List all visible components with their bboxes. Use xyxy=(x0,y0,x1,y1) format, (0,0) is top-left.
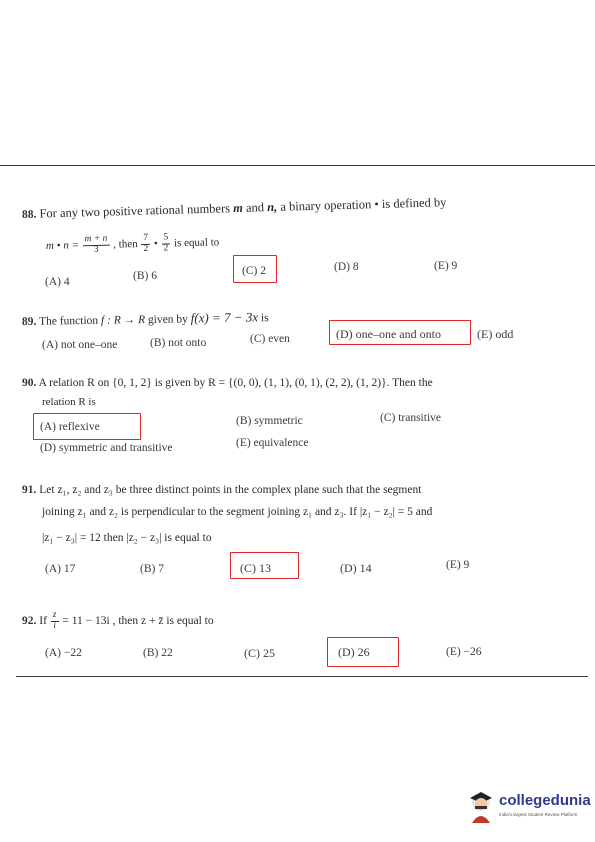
q91-answer-highlight xyxy=(230,552,299,579)
q89-option-b: (B) not onto xyxy=(150,337,207,349)
q88-f1-den: 2 xyxy=(143,243,149,254)
q88-stem: For any two positive rational numbers xyxy=(39,201,231,221)
q92-option-e: (E) −26 xyxy=(446,646,482,658)
q92-frac-den: i xyxy=(53,620,56,631)
collegedunia-logo xyxy=(466,789,591,827)
q89-answer-highlight xyxy=(329,320,471,345)
q92-option-d: (D) 26 xyxy=(338,645,370,659)
q88-f1-num: 7 xyxy=(141,234,150,245)
q89-expr: f(x) = 7 − 3x xyxy=(190,309,259,326)
q92-option-a: (A) −22 xyxy=(45,647,82,659)
q89-option-c: (C) even xyxy=(250,333,290,345)
q88-number: 88. xyxy=(21,208,37,221)
q88-line2 xyxy=(46,232,220,257)
q88-def-lhs: m • n = xyxy=(45,239,80,252)
q92-if: If xyxy=(39,615,47,628)
q92-answer-highlight xyxy=(327,637,399,667)
q89-number: 89. xyxy=(21,315,37,328)
q89-option-a: (A) not one–one xyxy=(42,339,118,351)
brand-tagline: India's largest Student Review Platform xyxy=(499,812,578,817)
q90-option-d: (D) symmetric and transitive xyxy=(40,442,173,454)
q92-line1 xyxy=(22,611,214,632)
q90-text-line1: A relation R on {0, 1, 2} is given by R = {(0, 0), (1, 1), (0, 1), (2, 2), (1, 2)}. Then the xyxy=(38,377,433,389)
q90-option-e: (E) equivalence xyxy=(236,437,309,449)
q90-option-a: (A) reflexive xyxy=(40,421,100,433)
q89-option-d: (D) one–one and onto xyxy=(336,327,441,341)
q89-is: is xyxy=(260,312,269,325)
q88-option-d: (D) 8 xyxy=(334,261,359,273)
q91-option-a: (A) 17 xyxy=(45,563,76,575)
q88-def-den: 3 xyxy=(93,244,99,255)
q88-fraction-1 xyxy=(141,234,150,255)
q89-stem: The function xyxy=(38,314,99,328)
bottom-rule xyxy=(16,676,588,677)
q90-number: 90. xyxy=(22,377,37,389)
q88-option-e: (E) 9 xyxy=(434,260,458,272)
q91-option-c: (C) 13 xyxy=(240,561,271,575)
q91-line3 xyxy=(42,533,212,545)
q90-option-b: (B) symmetric xyxy=(236,415,303,427)
q88-and: and xyxy=(245,200,265,215)
q88-rest: a binary operation • is defined by xyxy=(280,195,447,214)
q91-text-line3: |z₁ − z₃| = 12 then |z₂ − z₃| is equal to xyxy=(42,532,212,544)
q88-option-c: (C) 2 xyxy=(242,265,266,277)
q91-line1 xyxy=(22,485,421,497)
q88-dot: • xyxy=(153,237,158,250)
q88-then: , then xyxy=(113,238,138,251)
q91-option-d: (D) 14 xyxy=(340,561,372,575)
q90-option-c: (C) transitive xyxy=(380,412,441,424)
q88-var-n: n, xyxy=(266,199,278,215)
q89-option-e: (E) odd xyxy=(477,327,514,341)
q90-text-line2: relation R is xyxy=(42,396,96,408)
q91-option-e: (E) 9 xyxy=(446,559,470,571)
q91-text-line1: Let z₁, z₂ and z₃ be three distinct points in the complex plane such that the segment xyxy=(39,484,422,496)
q92-fraction xyxy=(51,611,59,632)
q88-line1 xyxy=(22,196,447,221)
q88-def-num: m + n xyxy=(82,235,109,247)
q89-given: given by xyxy=(147,313,188,327)
q88-equal-to: is equal to xyxy=(173,236,220,250)
q92-option-b: (B) 22 xyxy=(143,647,173,659)
top-rule xyxy=(0,165,595,166)
q92-option-c: (C) 25 xyxy=(244,646,275,660)
q88-var-m: m xyxy=(232,200,244,216)
brand-name: collegedunia xyxy=(499,792,591,809)
q92-number: 92. xyxy=(22,615,37,628)
q91-line2 xyxy=(42,507,432,519)
graduate-icon xyxy=(466,789,496,825)
q88-option-a: (A) 4 xyxy=(45,276,70,288)
q90-line1 xyxy=(22,378,433,390)
q88-def-fraction xyxy=(82,235,109,256)
q92-frac-num: z xyxy=(52,610,57,620)
q91-number: 91. xyxy=(22,484,37,496)
q91-option-b: (B) 7 xyxy=(140,563,164,575)
q90-answer-highlight xyxy=(33,413,141,440)
q92-rest: = 11 − 13i , then z + z̄ is equal to xyxy=(62,615,214,628)
q89-map: f : R → R xyxy=(100,314,146,327)
q88-fraction-2 xyxy=(161,233,170,254)
q88-option-b: (B) 6 xyxy=(133,270,157,282)
q89-line1 xyxy=(22,310,269,328)
q90-line2 xyxy=(42,397,96,408)
q88-answer-highlight xyxy=(233,255,277,283)
q88-f2-den: 2 xyxy=(163,243,169,254)
q91-text-line2: joining z₁ and z₂ is perpendicular to the segment joining z₁ and z₃. If |z₁ − z₂| = 5 and xyxy=(42,506,433,518)
q88-f2-num: 5 xyxy=(161,233,170,244)
